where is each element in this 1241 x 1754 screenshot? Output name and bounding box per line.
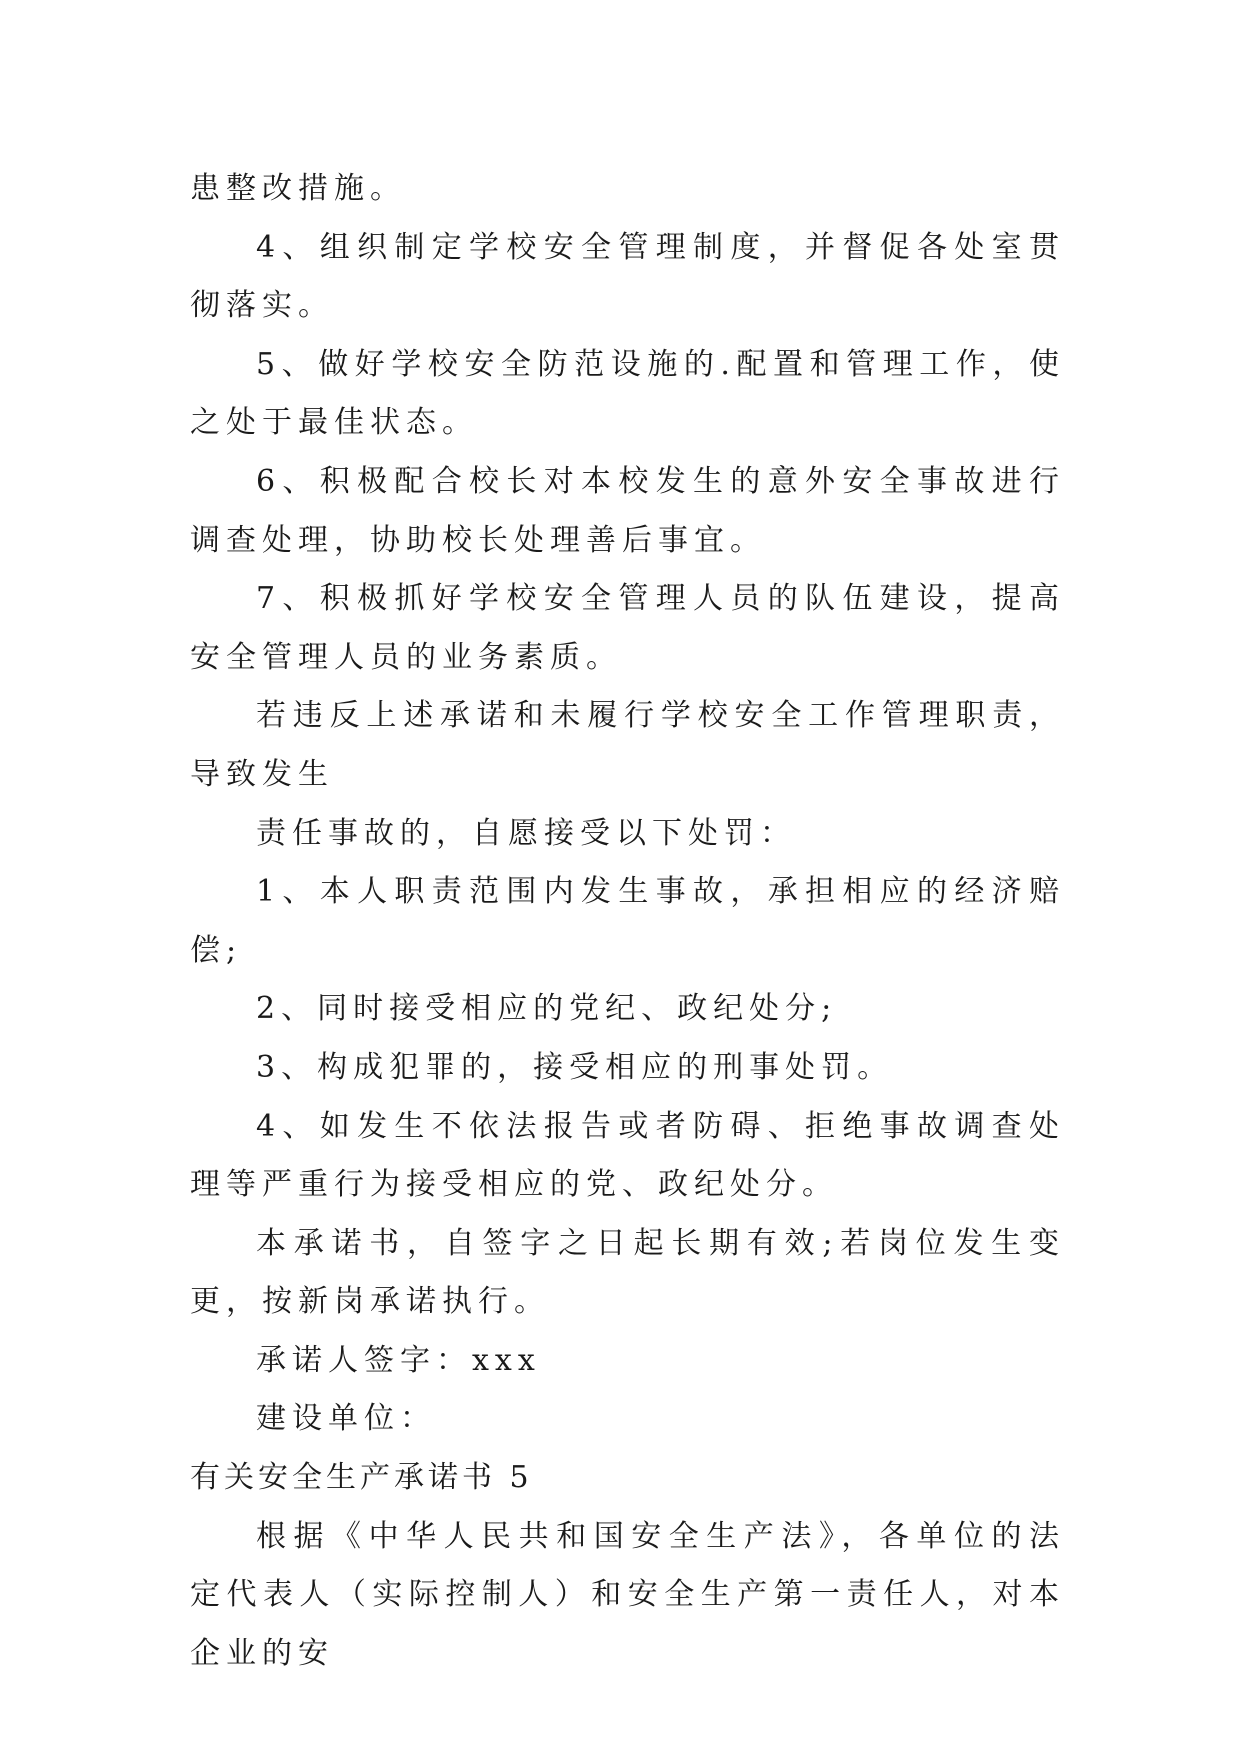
- paragraph-violation-intro: 若违反上述承诺和未履行学校安全工作管理职责，导致发生: [190, 698, 1065, 792]
- paragraph-validity: 本承诺书，自签字之日起长期有效;若岗位发生变更，按新岗承诺执行。: [190, 1225, 1065, 1320]
- section-paragraph-1: 根据《中华人民共和国安全生产法》，各单位的法定代表人（实际控制人）和安全生产第一责任人，对本企业的安: [190, 1518, 1065, 1671]
- paragraph-penalty-4: 4、如发生不依法报告或者防碍、拒绝事故调查处理等严重行为接受相应的党、政纪处分。: [190, 1108, 1065, 1203]
- paragraph-continuation: 患整改措施。: [190, 171, 406, 206]
- paragraph-duty-7: 7、积极抓好学校安全管理人员的队伍建设，提高安全管理人员的业务素质。: [190, 581, 1065, 675]
- paragraph-duty-6: 6、积极配合校长对本校发生的意外安全事故进行调查处理，协助校长处理善后事宜。: [190, 463, 1065, 558]
- signature-line: 承诺人签字：xxx: [256, 1342, 541, 1378]
- paragraph-penalty-3: 3、构成犯罪的，接受相应的刑事处罚。: [256, 1049, 894, 1085]
- section-heading: 有关安全生产承诺书 5: [190, 1460, 533, 1496]
- paragraph-penalty-2: 2、同时接受相应的党纪、政纪处分;: [256, 991, 838, 1027]
- construction-unit-line: 建设单位：: [256, 1401, 436, 1437]
- document-body: [190, 160, 1065, 1683]
- paragraph-duty-5: 5、做好学校安全防范设施的.配置和管理工作，使之处于最佳状态。: [190, 346, 1065, 441]
- paragraph-penalty-intro: 责任事故的，自愿接受以下处罚：: [256, 815, 796, 851]
- paragraph-penalty-1: 1、本人职责范围内发生事故，承担相应的经济赔偿;: [190, 874, 1065, 968]
- paragraph-duty-4: 4、组织制定学校安全管理制度，并督促各处室贯彻落实。: [190, 229, 1065, 324]
